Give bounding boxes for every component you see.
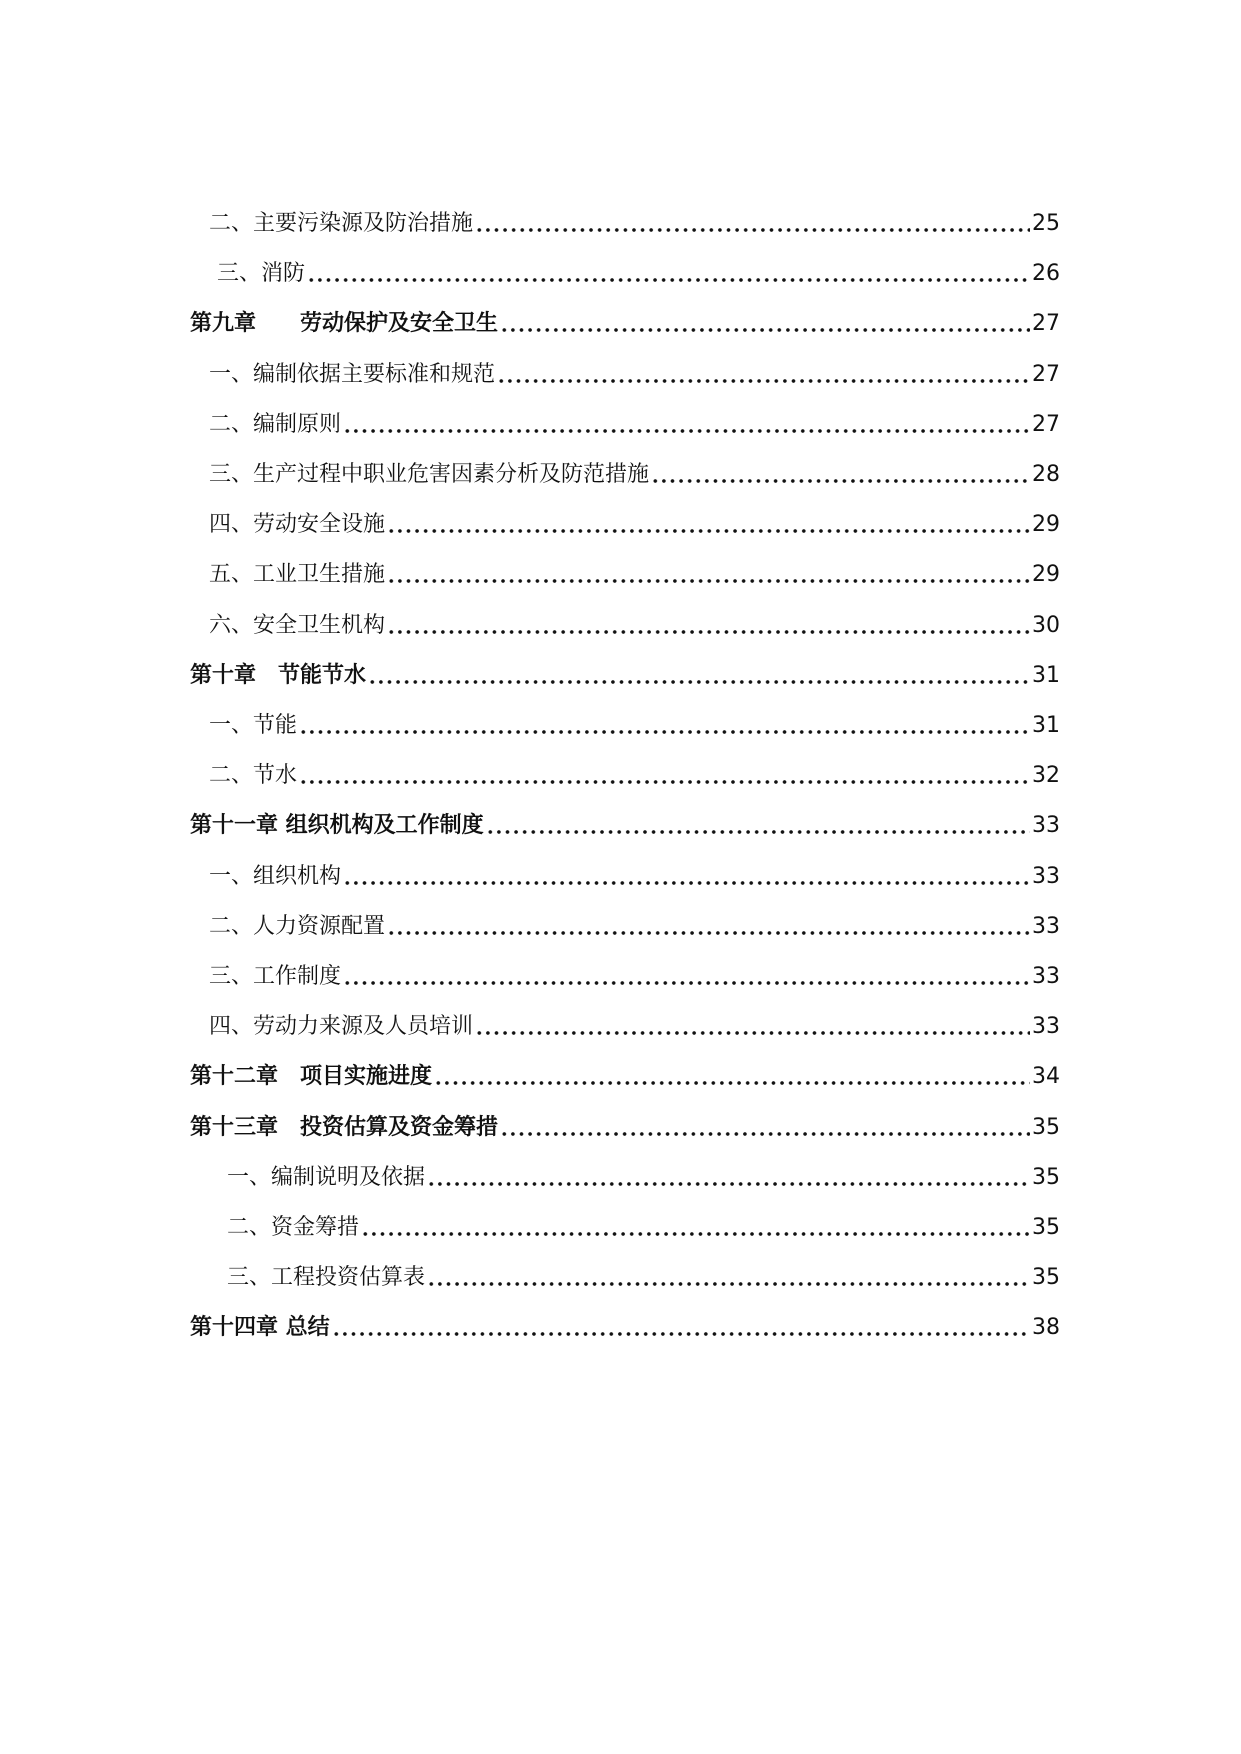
toc-page-number: 29 bbox=[1032, 512, 1060, 538]
toc-dot-leader bbox=[387, 561, 1030, 589]
toc-entry[interactable] bbox=[0, 1102, 1241, 1142]
toc-page-number: 31 bbox=[1032, 662, 1060, 688]
toc-page-number: 25 bbox=[1032, 211, 1060, 236]
toc-entry[interactable] bbox=[0, 1202, 1241, 1242]
toc-entry[interactable] bbox=[0, 700, 1241, 740]
toc-page-number: 33 bbox=[1032, 863, 1060, 889]
toc-dot-leader bbox=[361, 1214, 1030, 1242]
toc-page-number: 27 bbox=[1032, 361, 1060, 387]
toc-entry[interactable] bbox=[0, 198, 1241, 238]
toc-entry-title: 三、工作制度 bbox=[209, 964, 342, 989]
toc-entry[interactable] bbox=[0, 600, 1241, 640]
toc-entry-title: 四、劳动力来源及人员培训 bbox=[209, 1014, 474, 1040]
toc-dot-leader bbox=[486, 812, 1030, 840]
toc-dot-leader bbox=[500, 1114, 1030, 1142]
toc-page-number: 26 bbox=[1032, 261, 1060, 287]
toc-entry-title: 第十三章 投资估算及资金筹措 bbox=[190, 1114, 499, 1140]
toc-dot-leader bbox=[387, 612, 1030, 640]
toc-entry-title: 第十章 节能节水 bbox=[190, 662, 367, 688]
toc-page-number: 33 bbox=[1032, 813, 1060, 839]
toc-entry[interactable] bbox=[0, 1252, 1241, 1292]
toc-entry[interactable] bbox=[0, 901, 1241, 941]
toc-entry-title: 三、工程投资估算表 bbox=[227, 1265, 426, 1291]
toc-dot-leader bbox=[368, 662, 1030, 690]
toc-entry[interactable] bbox=[0, 800, 1241, 840]
toc-entry[interactable] bbox=[0, 499, 1241, 539]
toc-entry[interactable] bbox=[0, 1302, 1241, 1342]
toc-dot-leader bbox=[497, 361, 1030, 389]
toc-dot-leader bbox=[343, 863, 1030, 891]
toc-entry[interactable] bbox=[0, 1001, 1241, 1041]
toc-dot-leader bbox=[434, 1063, 1030, 1091]
toc-entry[interactable] bbox=[0, 650, 1241, 690]
toc-dot-leader bbox=[475, 1013, 1030, 1041]
toc-dot-leader bbox=[427, 1264, 1030, 1292]
toc-entry[interactable] bbox=[0, 1152, 1241, 1192]
toc-entry-title: 第九章 劳动保护及安全卫生 bbox=[190, 311, 499, 337]
toc-page-number: 31 bbox=[1032, 713, 1060, 738]
toc-dot-leader bbox=[307, 260, 1030, 288]
toc-page-number: 35 bbox=[1032, 1215, 1060, 1240]
toc-entry-title: 三、生产过程中职业危害因素分析及防范措施 bbox=[209, 462, 650, 487]
toc-entry-title: 二、人力资源配置 bbox=[209, 913, 386, 939]
toc-entry-title: 一、编制依据主要标准和规范 bbox=[209, 361, 496, 387]
toc-entry[interactable] bbox=[0, 399, 1241, 439]
toc-dot-leader bbox=[500, 310, 1030, 338]
toc-page-number: 28 bbox=[1032, 462, 1060, 487]
toc-entry-title: 一、组织机构 bbox=[209, 863, 342, 889]
toc-entry-title: 二、节水 bbox=[209, 763, 298, 789]
toc-page-number: 33 bbox=[1032, 913, 1060, 939]
toc-page-number: 27 bbox=[1032, 311, 1060, 337]
toc-page-number: 30 bbox=[1032, 612, 1060, 638]
toc-dot-leader bbox=[332, 1314, 1030, 1342]
toc-dot-leader bbox=[343, 411, 1030, 439]
toc-entry[interactable] bbox=[0, 298, 1241, 338]
toc-entry-title: 二、主要污染源及防治措施 bbox=[209, 211, 474, 236]
toc-dot-leader bbox=[387, 511, 1030, 539]
toc-page-number: 35 bbox=[1032, 1164, 1060, 1190]
toc-entry[interactable] bbox=[0, 851, 1241, 891]
toc-dot-leader bbox=[387, 913, 1030, 941]
toc-entry-title: 第十二章 项目实施进度 bbox=[190, 1064, 433, 1090]
toc-entry[interactable] bbox=[0, 1051, 1241, 1091]
toc-dot-leader bbox=[475, 210, 1030, 238]
toc-page-number: 32 bbox=[1032, 763, 1060, 789]
toc-entry-title: 四、劳动安全设施 bbox=[209, 512, 386, 538]
toc-entry-title: 一、节能 bbox=[209, 713, 298, 738]
toc-page-number: 33 bbox=[1032, 964, 1060, 989]
toc-dot-leader bbox=[299, 762, 1030, 790]
toc-entry[interactable] bbox=[0, 449, 1241, 489]
toc-entry[interactable] bbox=[0, 349, 1241, 389]
toc-dot-leader bbox=[299, 712, 1030, 740]
toc-page-number: 29 bbox=[1032, 562, 1060, 588]
toc-entry[interactable] bbox=[0, 951, 1241, 991]
toc-page-number: 38 bbox=[1032, 1315, 1060, 1341]
toc-entry-title: 一、编制说明及依据 bbox=[227, 1164, 426, 1190]
toc-entry-title: 二、编制原则 bbox=[209, 411, 342, 437]
toc-page-number: 34 bbox=[1032, 1064, 1060, 1090]
toc-entry[interactable] bbox=[0, 750, 1241, 790]
toc-entry-title: 二、资金筹措 bbox=[227, 1215, 360, 1240]
toc-page-number: 35 bbox=[1032, 1265, 1060, 1291]
toc-entry-title: 六、安全卫生机构 bbox=[209, 612, 386, 638]
toc-entry-title: 五、工业卫生措施 bbox=[209, 562, 386, 588]
toc-entry[interactable] bbox=[0, 549, 1241, 589]
toc-dot-leader bbox=[343, 963, 1030, 991]
toc-entry-title: 第十四章 总结 bbox=[190, 1315, 330, 1341]
toc-page-number: 33 bbox=[1032, 1014, 1060, 1040]
toc-page-number: 35 bbox=[1032, 1114, 1060, 1140]
toc-entry[interactable] bbox=[0, 248, 1241, 288]
toc-dot-leader bbox=[427, 1164, 1030, 1192]
toc-dot-leader bbox=[651, 461, 1030, 489]
toc-page-number: 27 bbox=[1032, 411, 1060, 437]
toc-entry-title: 三、消防 bbox=[217, 261, 306, 287]
toc-entry-title: 第十一章 组织机构及工作制度 bbox=[190, 813, 484, 839]
